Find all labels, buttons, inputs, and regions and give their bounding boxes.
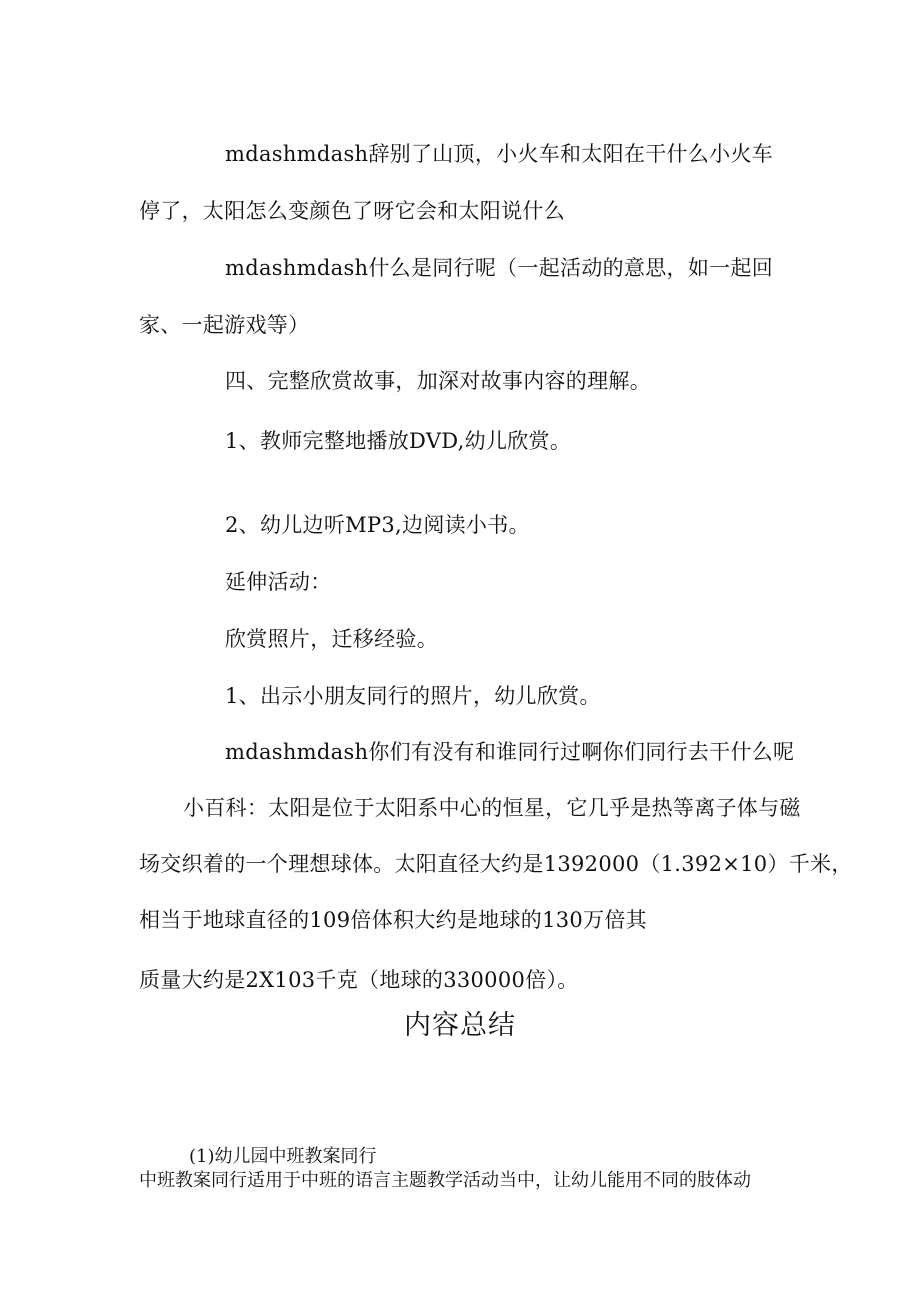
extension-heading: 延伸活动： <box>225 570 332 594</box>
encyclopedia-line-4: 质量大约是2X103千克（地球的330000倍）。 <box>139 968 579 992</box>
step-line-2: 2、幼儿边听MP3,边阅读小书。 <box>225 513 530 537</box>
encyclopedia-line-2: 场交织着的一个理想球体。太阳直径大约是1392000（1.392×10）千米， <box>139 852 853 876</box>
summary-item-1: (1)幼儿园中班教案同行 <box>189 1146 377 1167</box>
section-heading-four: 四、完整欣赏故事，加深对故事内容的理解。 <box>225 369 651 393</box>
encyclopedia-line-3: 相当于地球直径的109倍体积大约是地球的130万倍其 <box>139 908 647 932</box>
step-line-1: 1、教师完整地播放DVD,幼儿欣赏。 <box>225 429 572 453</box>
summary-title: 内容总结 <box>404 1010 516 1041</box>
question-line: mdashmdash你们有没有和谁同行过啊你们同行去干什么呢 <box>225 740 795 764</box>
extension-step-1: 1、出示小朋友同行的照片，幼儿欣赏。 <box>225 684 601 708</box>
paragraph-line-3: mdashmdash什么是同行呢（一起活动的意思，如一起回 <box>225 256 774 280</box>
paragraph-line-1: mdashmdash辞别了山顶，小火车和太阳在干什么小火车 <box>225 142 774 166</box>
encyclopedia-line-1: 小百科：太阳是位于太阳系中心的恒星，它几乎是热等离子体与磁 <box>183 796 801 820</box>
paragraph-line-4: 家、一起游戏等） <box>139 313 310 337</box>
summary-item-2: 中班教案同行适用于中班的语言主题教学活动当中，让幼儿能用不同的肢体动 <box>139 1170 751 1191</box>
paragraph-line-2: 停了，太阳怎么变颜色了呀它会和太阳说什么 <box>139 199 565 223</box>
extension-line: 欣赏照片，迁移经验。 <box>225 627 438 651</box>
